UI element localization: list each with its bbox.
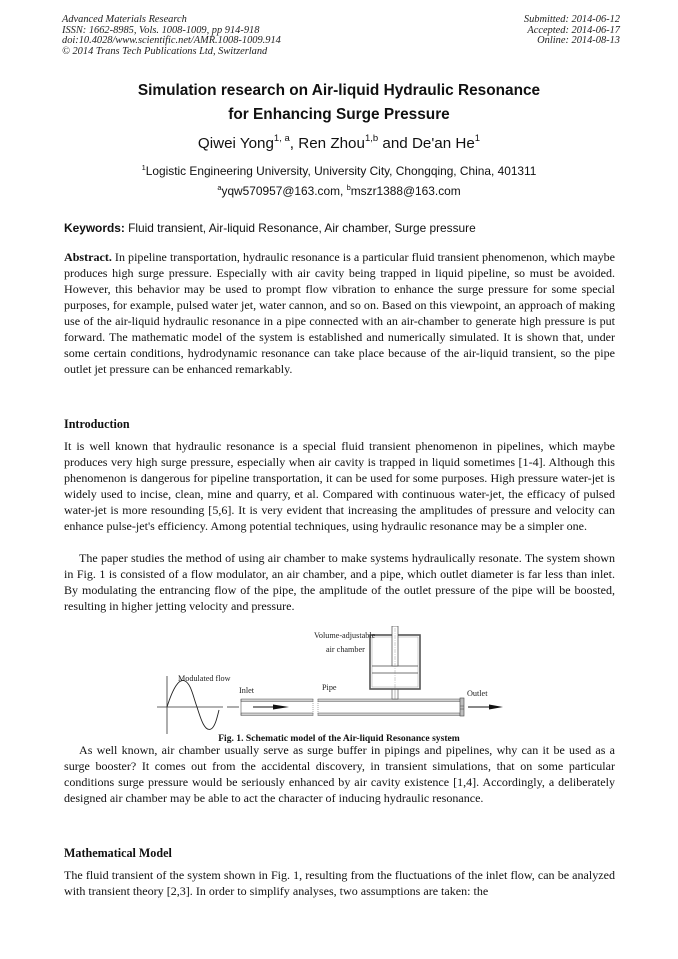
author-name: De'an He [411, 135, 475, 152]
journal-copyright: © 2014 Trans Tech Publications Ltd, Switzerland [62, 45, 268, 57]
author-separator: , [289, 135, 299, 152]
author-name: Qiwei Yong [197, 135, 274, 152]
introduction-paragraph-1: It is well known that hydraulic resonance is a special fluid transient phenomenon in pipelines, which maybe produces very high surge pressure, especially when air cavity is trapped in liquid sometimes [1-4]. Although this phenomenon is dangerous for pipeline transportation, it can be used for some purposes. High pressure water-jet is widely used to incise, clean, mine and quarry, et al. Compared with continuous water-jet, the efficacy of pulsed water-jet is more resounding [5,6]. It is very evident that increasing the amplitudes of pressure and velocity can enhance pulse-jet's efficiency. Among potential techniques, using hydraulic resonance may be a simpler one. [64, 439, 615, 533]
abstract-label: Abstract. [64, 250, 112, 264]
author-list [0, 135, 678, 152]
email-mark: b [346, 183, 351, 192]
affiliation-mark: 1 [141, 163, 146, 172]
accepted-date: Accepted: 2014-06-17 [527, 24, 620, 36]
journal-name: Advanced Materials Research [62, 14, 187, 25]
affiliation [0, 164, 678, 178]
author-name: Ren Zhou [298, 135, 365, 152]
math-model-paragraph-1: The fluid transient of the system shown in Fig. 1, resulting from the fluctuations of the inlet flow, can be analyzed with transient theory [2,3]. In order to simplify analyses, two assumptions are taken: the [64, 868, 615, 898]
label-inlet: Inlet [239, 686, 255, 695]
section-heading-mathematical-model: Mathematical Model [64, 846, 172, 860]
keywords [64, 221, 614, 235]
introduction-paragraph-3: As well known, air chamber usually serve as surge buffer in pipings and pipelines, why can it be used as a surge booster? It comes out from the accidental discovery, in transient simulations, that on some particular conditions surge pressure would be seriously enhanced by air cavity existence [1,4]. Accordingly, a deliberately designed air chamber may be able to act the character of inducing hydraulic resonance. [64, 743, 615, 805]
keywords-text: Fluid transient, Air-liquid Resonance, Air chamber, Surge pressure [124, 221, 476, 235]
label-outlet: Outlet [467, 689, 488, 698]
online-date: Online: 2014-08-13 [537, 35, 620, 47]
paper-title-line-2: for Enhancing Surge Pressure [228, 106, 450, 123]
email-separator: , [340, 184, 347, 198]
journal-info [62, 15, 281, 57]
journal-doi: doi:10.4028/www.scientific.net/AMR.1008-1009.914 [62, 35, 281, 47]
label-pipe: Pipe [322, 683, 337, 692]
publication-dates [524, 15, 620, 47]
section-heading-introduction: Introduction [64, 417, 130, 431]
abstract-text: In pipeline transportation, hydraulic resonance is a particular fluid transient phenomenon, which maybe produces high surge pressure. Especially with air cavity being trapped in liquid pipeline, so must be avoided. However, this behavior may be used to prompt flow vibration to enhance the surge pressure for some special purposes, for example, pulsed water jet, water cannon, and so on. Based on this viewpoint, an approach of making use of the air-liquid hydraulic resonance in a pipe connected with an air-chamber to generate high pressure is put forward. The mathematic model of the system is established and numerically simulated. It is shown that, under some certain conditions, hydrodynamic resonance can take place because of the air-liquid transient, so the pipe outlet jet pressure can be enhanced remarkably. [64, 250, 615, 376]
keywords-label: Keywords: [64, 221, 125, 235]
abstract [64, 250, 615, 378]
email-link[interactable]: mszr1388@163.com [350, 184, 461, 198]
label-chamber-line-2: air chamber [326, 645, 365, 654]
email-mark: a [217, 183, 222, 192]
author-affil-mark: 1 [474, 133, 481, 144]
label-chamber-line-1: Volume-adjustable [314, 631, 376, 640]
affiliation-text: Logistic Engineering University, University City, Chongqing, China, 401311 [145, 164, 537, 178]
author-affil-mark: 1,b [364, 133, 379, 144]
author-emails [0, 184, 678, 198]
submitted-date: Submitted: 2014-06-12 [523, 14, 620, 25]
email-link[interactable]: yqw570957@163.com [221, 184, 340, 198]
figure-1-schematic [157, 626, 517, 736]
author-affil-mark: 1, a [273, 133, 290, 144]
author-separator: and [378, 135, 412, 152]
paper-title-line-1: Simulation research on Air-liquid Hydraulic Resonance [137, 82, 541, 99]
introduction-paragraph-2: The paper studies the method of using air chamber to make systems hydraulically resonate. The system shown in Fig. 1 is consisted of a flow modulator, an air chamber, and a pipe, which outlet diameter is far less than inlet. By modulating the entrancing flow of the pipe, the amplitude of the outlet pressure of the pipe will be boosted, resulting in higher jetting velocity and pressure. [64, 551, 615, 613]
journal-issn: ISSN: 1662-8985, Vols. 1008-1009, pp 914-918 [62, 24, 260, 36]
figure-1-caption: Fig. 1. Schematic model of the Air-liquid Resonance system [218, 733, 460, 744]
label-modulated-flow: Modulated flow [178, 674, 231, 683]
